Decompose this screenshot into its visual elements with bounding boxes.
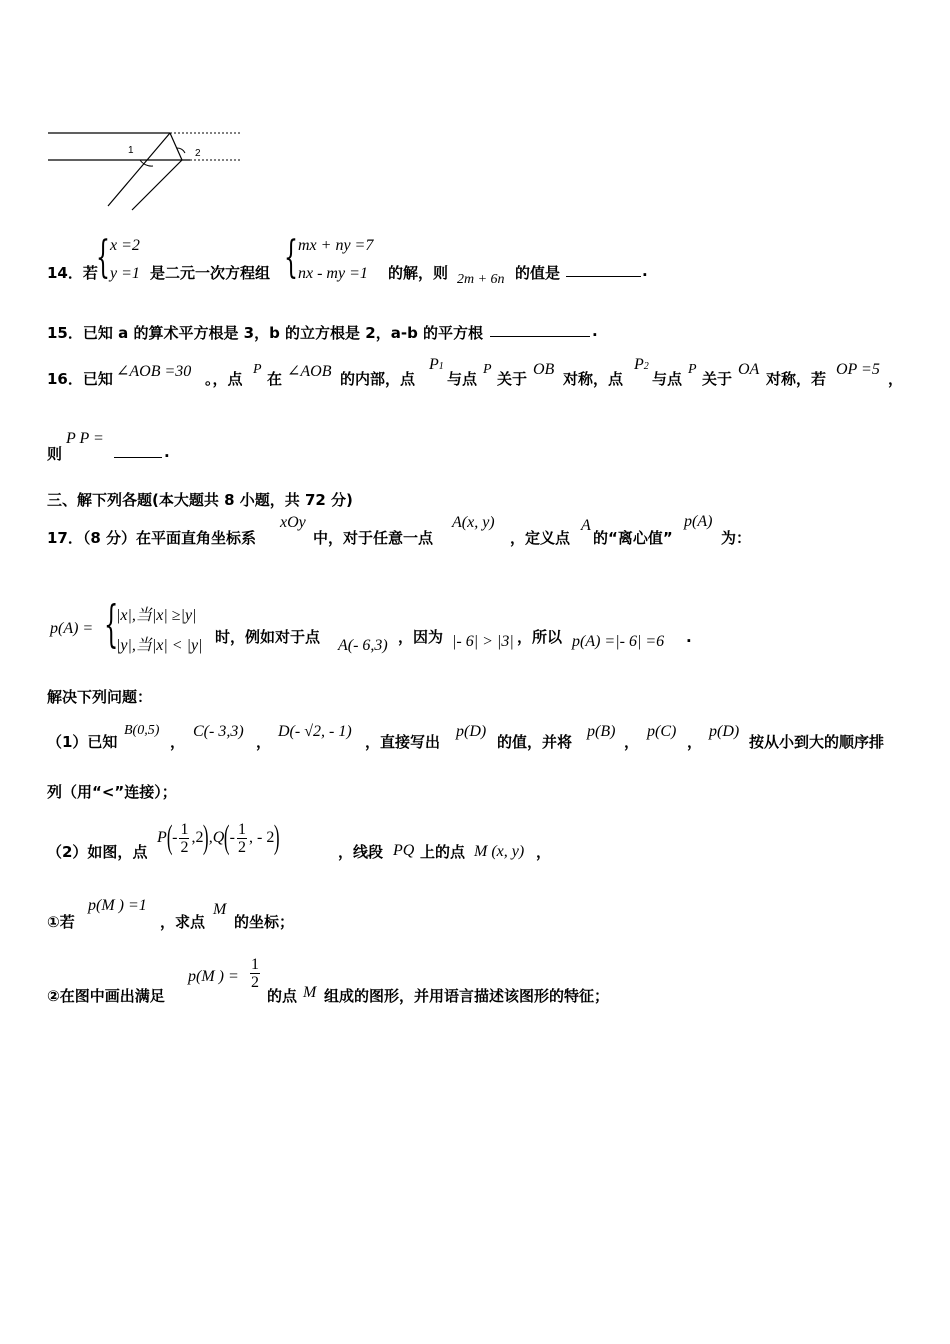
sub2-fraction-num: 1 — [251, 956, 259, 973]
part1-comma-2: ， — [256, 733, 272, 751]
q17-def-brace: { — [104, 595, 119, 653]
sub2-text-3: 组成的图形，并用语言描述该图形的特征； — [324, 987, 610, 1005]
q17-text-8: ，所以 — [517, 628, 563, 646]
part1-comma-4: ， — [687, 733, 703, 751]
q14-sys1-line1: x =2 — [110, 237, 140, 254]
part1-pC: p(C) — [647, 723, 677, 740]
q17-A: A — [581, 517, 591, 534]
q17-text-1: 17．（8 分）在平面直角坐标系 — [47, 529, 257, 547]
q16-angle-eq: ∠AOB =30 — [116, 363, 192, 380]
q16-text-6: 对称，点 — [563, 370, 624, 388]
part1-B: B(0,5) — [124, 723, 160, 738]
q15-end: . — [592, 322, 598, 340]
q14-answer-blank[interactable] — [566, 262, 641, 277]
q16-text-2: 在 — [267, 370, 283, 388]
q14-brace-1: { — [96, 232, 110, 283]
q16-P-a: P — [253, 362, 262, 377]
q16-text-9: 对称，若 — [766, 370, 827, 388]
q17-text-2: 中，对于任意一点 — [313, 529, 434, 547]
q17-ineq: |- 6| > |3| — [452, 633, 514, 650]
part2-text-4: ， — [536, 843, 552, 861]
part1-D: D(- √2, - 1) — [278, 723, 352, 740]
q14-sys1-line2: y =1 — [110, 265, 140, 282]
section-heading: 三、解下列各题(本大题共 8 小题，共 72 分) — [47, 491, 353, 509]
q16-text-7: 与点 — [652, 370, 683, 388]
part1-pD: p(D) — [456, 723, 487, 740]
q16-text-4: 与点 — [447, 370, 478, 388]
angle-2-label: 2 — [195, 148, 201, 159]
q14-text-3: 的值是 — [515, 264, 561, 282]
sub2-fraction-den: 2 — [251, 974, 259, 991]
part2-text-2: ，线段 — [338, 843, 384, 861]
part2-Mxy: M (x, y) — [474, 843, 525, 860]
part1-line-2: 列（用“<”连接）； — [47, 783, 177, 801]
q17-xoy: xOy — [280, 514, 306, 531]
part1-C: C(- 3,3) — [193, 723, 244, 740]
part2-text-1: （2）如图，点 — [47, 843, 148, 861]
sub2-text-2: 的点 — [267, 987, 298, 1005]
part1-comma-1: ， — [170, 733, 186, 751]
q14-text-1: 是二元一次方程组 — [150, 264, 271, 282]
q16-P2: P2 — [634, 356, 649, 373]
part1-text-1: （1）已知 — [47, 733, 118, 751]
q16-deg: 。，点 — [205, 370, 243, 388]
q17-point: A(- 6,3) — [338, 637, 388, 654]
q15-answer-blank[interactable] — [490, 322, 590, 337]
q16-P-b: P — [483, 362, 492, 377]
part2-text-3: 上的点 — [420, 843, 466, 861]
q14-end: . — [642, 262, 648, 280]
q17-text-3: ，定义点 — [510, 529, 571, 547]
angle-1-label: 1 — [128, 145, 134, 156]
part1-text-4: 按从小到大的顺序排 — [749, 733, 885, 751]
sub1-text-2: ，求点 — [160, 913, 206, 931]
q17-text-7: ，因为 — [398, 628, 444, 646]
q16-text-5: 关于 — [497, 370, 528, 388]
q14-expr: 2m + 6n — [457, 272, 505, 287]
q16-angle: ∠AOB — [287, 363, 332, 380]
q16-text-1: 16．已知 — [47, 370, 113, 388]
q14-number: 14．若 — [47, 264, 98, 282]
q16-text-3: 的内部，点 — [340, 370, 416, 388]
q14-sys2-line2: nx - my =1 — [298, 265, 368, 282]
part1-pD2: p(D) — [709, 723, 740, 740]
q16-end: . — [164, 443, 170, 461]
q17-text-5: 为： — [721, 529, 752, 547]
q17-dot: . — [686, 628, 692, 646]
q17-pa: p(A) — [684, 513, 713, 530]
q17-text-4: 的“离心值” — [593, 529, 673, 547]
q17-def-lhs: p(A) = — [50, 620, 94, 637]
sub1-text-3: 的坐标； — [234, 913, 295, 931]
q17-case-1: |x|,当|x| ≥|y| — [116, 607, 197, 624]
q16-op: OP =5 — [836, 361, 880, 378]
sub1-text-1: ①若 — [47, 913, 75, 931]
q16-P-c: P — [688, 362, 697, 377]
q15-text: 15．已知 a 的算术平方根是 3，b 的立方根是 2，a-b 的平方根 — [47, 324, 484, 342]
q17-axy: A(x, y) — [452, 514, 495, 531]
part1-comma-3: ， — [624, 733, 640, 751]
q17-case-2: |y|,当|x| < |y| — [116, 637, 203, 654]
sub1-M: M — [213, 901, 227, 918]
q16-p1p2: P P = — [66, 430, 104, 447]
q14-sys2-line1: mx + ny =7 — [298, 237, 374, 254]
q16-OA: OA — [738, 361, 760, 378]
part2-P: P ( - $\frac{1}{2}$ ,2 ) ,Q ( - $\frac{1}{2}$ , - 2 ) — [157, 819, 280, 856]
q16-text-8: 关于 — [702, 370, 733, 388]
parallel-lines-figure — [40, 118, 300, 218]
sub2-M: M — [303, 984, 317, 1001]
q14-brace-2: { — [284, 232, 298, 283]
part1-text-2: ，直接写出 — [365, 733, 441, 751]
part1-pB: p(B) — [587, 723, 616, 740]
q16-OB: OB — [533, 361, 555, 378]
q16-then: 则 — [47, 445, 63, 463]
sub2-text-1: ②在图中画出满足 — [47, 987, 165, 1005]
sub2-lhs: p(M ) = — [188, 968, 239, 985]
q17-result: p(A) =|- 6| =6 — [572, 633, 665, 650]
q16-answer-blank[interactable] — [114, 443, 162, 458]
sub1-eq: p(M ) =1 — [88, 897, 147, 914]
q16-P1: P1 — [429, 356, 444, 373]
q14-text-2: 的解，则 — [388, 264, 449, 282]
sub2-fraction — [250, 956, 260, 991]
part2-PQ: PQ — [393, 842, 415, 859]
part1-text-3: 的值，并将 — [497, 733, 573, 751]
q17-text-6: 时，例如对于点 — [215, 628, 321, 646]
solve-heading: 解决下列问题： — [47, 688, 153, 706]
q16-comma: ， — [888, 370, 904, 388]
